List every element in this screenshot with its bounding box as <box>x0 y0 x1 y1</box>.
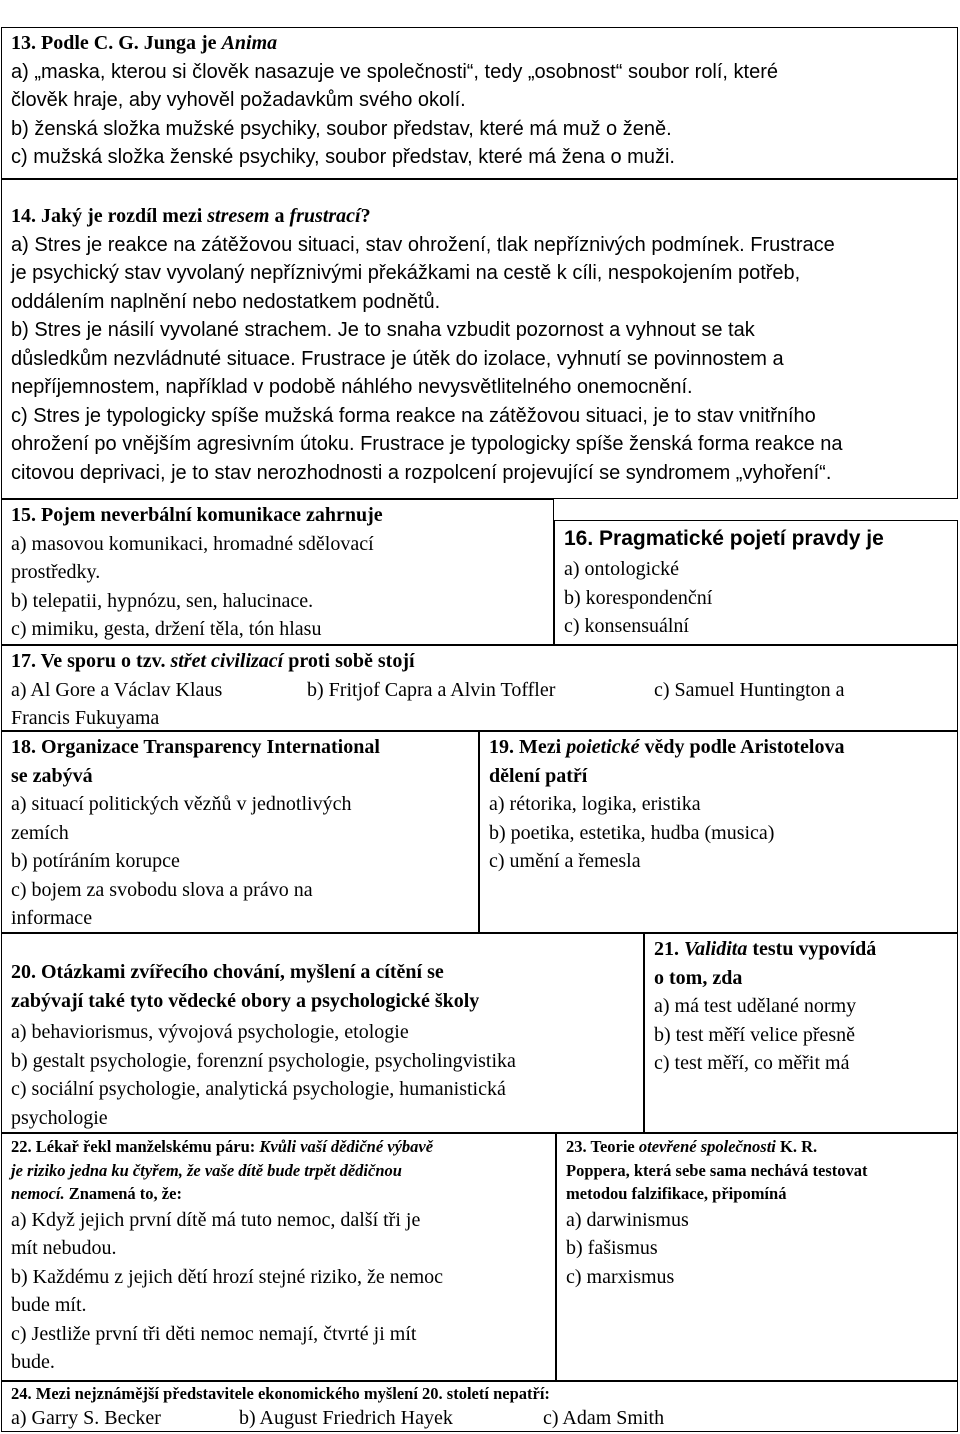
question-22 <box>1 1133 556 1381</box>
option-a: a) behaviorismus, vývojová psychologie, etologie <box>11 1021 409 1043</box>
option-c: c) bojem za svobodu slova a právo na <box>11 878 313 901</box>
option-c: c) marxismus <box>566 1265 675 1288</box>
option-b-cont: nepříjemnostem, například v podobě náhlého nevysvětlitelného onemocnění. <box>11 376 693 398</box>
question-17-title: 17. Ve sporu o tzv. střet civilizací proti sobě stojí <box>11 650 415 672</box>
option-b-cont: bude mít. <box>11 1294 87 1316</box>
option-b: b) poetika, estetika, hudba (musica) <box>489 821 775 844</box>
option-c-cont: Francis Fukuyama <box>11 707 160 729</box>
option-c: c) mimiku, gesta, držení těla, tón hlasu <box>11 618 322 640</box>
option-b: b) korespondenční <box>564 586 713 609</box>
option-a-cont: oddálením naplnění nebo nedostatkem podnětů. <box>11 290 441 313</box>
question-21-title: 21. Validita testu vypovídá <box>654 938 877 960</box>
question-20-title-cont: zabývají také tyto vědecké obory a psychologické školy <box>11 989 480 1012</box>
question-23 <box>556 1133 958 1381</box>
question-19 <box>479 731 958 933</box>
option-a-cont: mít nebudou. <box>11 1237 117 1259</box>
option-b: b) fašismus <box>566 1237 658 1259</box>
question-17 <box>1 645 958 731</box>
question-23-title: 23. Teorie otevřené společnosti K. R. <box>566 1137 818 1156</box>
option-c-cont: citovou deprivaci, je to stav nerozhodnosti a rozpolcení projevující se syndromem „vyhoření“. <box>11 461 832 484</box>
question-22-title-cont: je riziko jedna ku čtyřem, že vaše dítě bude trpět dědičnou <box>11 1160 402 1180</box>
option-a-cont: zemích <box>11 821 69 844</box>
option-c-cont: informace <box>11 907 93 929</box>
option-a: a) situací politických vězňů v jednotlivých <box>11 793 352 815</box>
question-22-title: 22. Lékař řekl manželskému páru: Kvůli vaší dědičné výbavě <box>11 1137 434 1156</box>
option-a: a) darwinismus <box>566 1208 689 1231</box>
option-c: c) konsensuální <box>564 615 689 637</box>
question-13 <box>1 27 958 179</box>
option-c: c) Jestliže první tři děti nemoc nemají, čtvrté ji mít <box>11 1322 417 1345</box>
question-18-title: 18. Organizace Transparency International <box>11 736 380 758</box>
option-a-cont: prostředky. <box>11 561 101 583</box>
option-a: a) Al Gore a Václav Klaus <box>11 678 223 701</box>
question-23-title-cont: metodou falzifikace, připomíná <box>566 1184 787 1203</box>
options-row <box>11 676 951 705</box>
question-14-title: 14. Jaký je rozdíl mezi stresem a frustrací? <box>11 205 371 227</box>
option-b-cont: důsledkům nezvládnuté situace. Frustrace je útěk do izolace, vyhnutí se povinnostem a <box>11 347 784 370</box>
option-b: b) ženská složka mužské psychiky, soubor představ, které má muž o ženě. <box>11 117 672 140</box>
option-a: a) „maska, kterou si člověk nasazuje ve společnosti“, tedy „osobnost“ soubor rolí, které <box>11 60 779 83</box>
question-14 <box>1 179 958 499</box>
option-c: c) Adam Smith <box>543 1407 665 1429</box>
question-18-title-cont: se zabývá <box>11 764 93 787</box>
option-b: b) potíráním korupce <box>11 850 180 872</box>
option-a-cont: je psychický stav vyvolaný nepříznivými překážkami na cestě k cíli, nespokojením potřeb, <box>11 262 801 284</box>
question-19-title: 19. Mezi poietické vědy podle Aristotelova <box>489 736 845 758</box>
question-16-title: 16. Pragmatické pojetí pravdy je <box>564 527 884 550</box>
question-24-title: 24. Mezi nejznámější představitele ekonomického myšlení 20. století nepatří: <box>11 1384 550 1403</box>
option-a-cont: člověk hraje, aby vyhověl požadavkům svého okolí. <box>11 89 466 111</box>
question-24 <box>1 1381 958 1432</box>
option-c: c) umění a řemesla <box>489 850 641 872</box>
option-a: a) Stres je reakce na zátěžovou situaci, stav ohrožení, tlak nepříznivých podmínek. Frustrace <box>11 233 835 256</box>
option-a: a) Když jejich první dítě má tuto nemoc, další tři je <box>11 1208 421 1231</box>
question-16 <box>554 520 958 645</box>
option-c: c) Samuel Huntington a <box>654 678 845 701</box>
option-a: a) Garry S. Becker <box>11 1407 161 1429</box>
option-c: c) mužská složka ženské psychiky, soubor představ, které má žena o muži. <box>11 146 675 168</box>
option-c-cont: ohrožení po vnějším agresivním útoku. Frustrace je typologicky spíše ženská forma reakce na <box>11 433 843 455</box>
option-b: b) gestalt psychologie, forenzní psychologie, psycholingvistika <box>11 1049 516 1072</box>
option-b: b) Fritjof Capra a Alvin Toffler <box>307 678 556 701</box>
question-13-title: 13. Podle C. G. Junga je Anima <box>11 32 278 54</box>
option-b: b) telepatii, hypnózu, sen, halucinace. <box>11 589 314 612</box>
option-a: a) má test udělané normy <box>654 995 857 1017</box>
option-a: a) masovou komunikaci, hromadné sdělovací <box>11 532 374 555</box>
question-23-title-cont: Poppera, která sebe sama nechává testovat <box>566 1160 868 1180</box>
question-18 <box>1 731 479 933</box>
option-c: c) sociální psychologie, analytická psychologie, humanistická <box>11 1078 506 1100</box>
option-c: c) Stres je typologicky spíše mužská forma reakce na zátěžovou situaci, je to stav vnitřního <box>11 404 816 427</box>
question-21 <box>644 933 958 1133</box>
option-b: b) test měří velice přesně <box>654 1023 856 1046</box>
question-21-title-cont: o tom, zda <box>654 966 743 989</box>
question-20-title: 20. Otázkami zvířecího chování, myšlení a cítění se <box>11 961 444 983</box>
question-15 <box>1 499 554 645</box>
question-22-title-cont: nemocí. Znamená to, že: <box>11 1184 182 1203</box>
question-19-title-cont: dělení patří <box>489 764 588 787</box>
options-row <box>11 1404 951 1433</box>
option-a: a) rétorika, logika, eristika <box>489 793 701 815</box>
option-b: b) August Friedrich Hayek <box>239 1407 453 1429</box>
option-b: b) Stres je násilí vyvolané strachem. Je to snaha vzbudit pozornost a vyhnout se tak <box>11 319 755 341</box>
question-15-title: 15. Pojem neverbální komunikace zahrnuje <box>11 504 383 526</box>
option-c-cont: bude. <box>11 1351 55 1373</box>
option-a: a) ontologické <box>564 558 679 580</box>
question-20 <box>1 933 644 1133</box>
option-c: c) test měří, co měřit má <box>654 1052 850 1074</box>
option-c-cont: psychologie <box>11 1106 108 1129</box>
option-b: b) Každému z jejich dětí hrozí stejné riziko, že nemoc <box>11 1265 444 1288</box>
